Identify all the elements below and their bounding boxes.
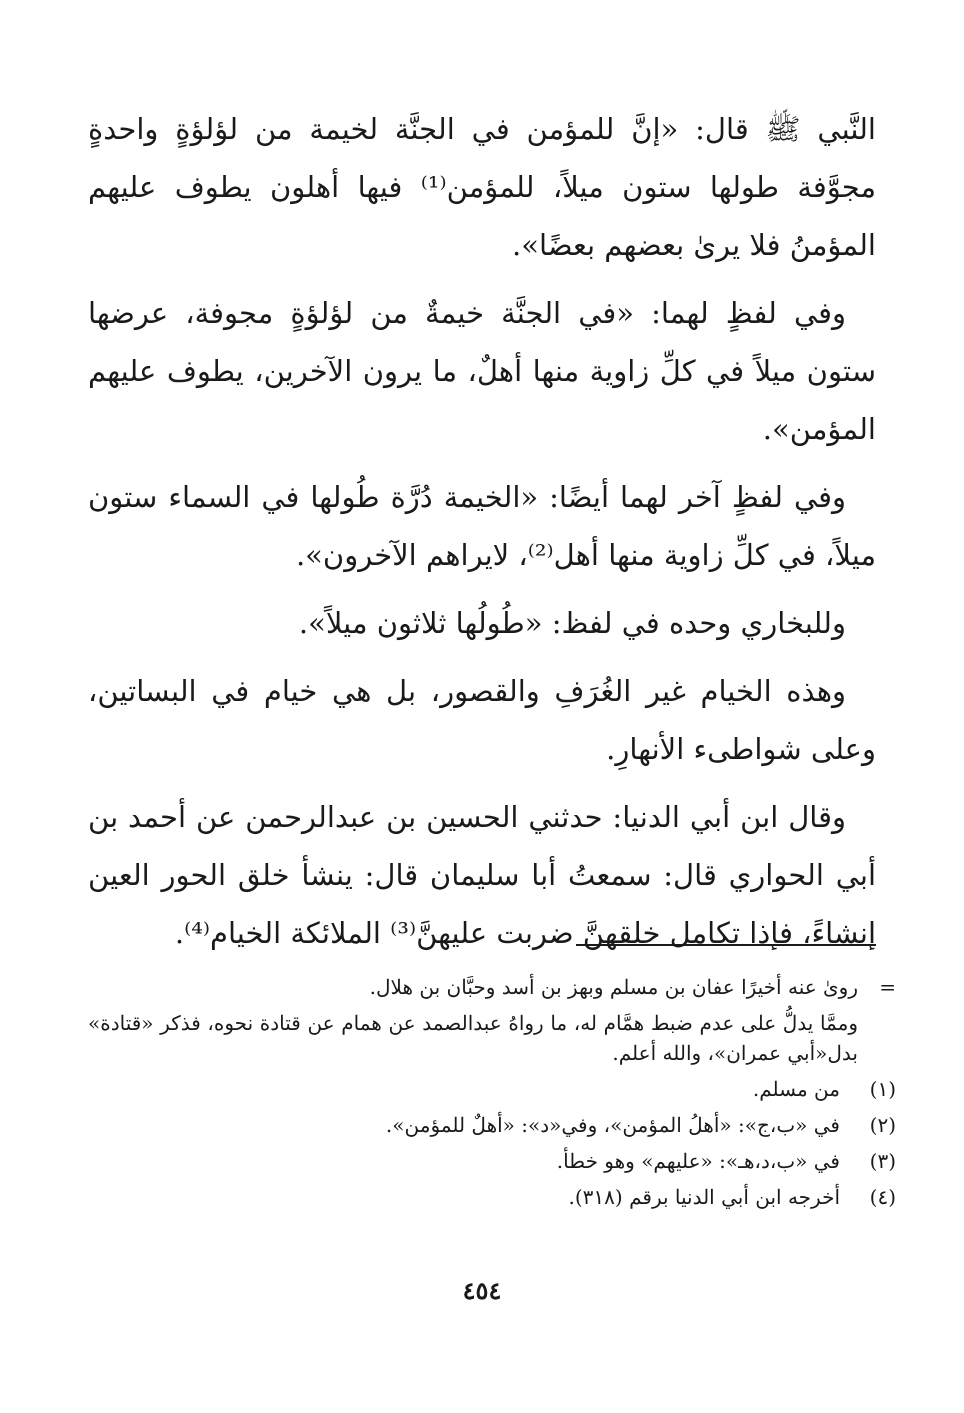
paragraph-3: وفي لفظٍ آخر لهما أيضًا: «الخيمة دُرَّة طُولها في السماء ستون ميلاً، في كلِّ زاوية منها أهل⁽²⁾، لايراهم الآخرون». — [88, 480, 876, 572]
footnote-number: (٣) — [869, 1149, 896, 1173]
continuation-mark: = — [879, 975, 896, 999]
footnote-number: (٢) — [869, 1113, 896, 1137]
footnote-text: أخرجه ابن أبي الدنيا برقم (٣١٨). — [568, 1185, 840, 1209]
footnote-4 — [88, 1182, 896, 1212]
paragraph-2: وفي لفظٍ لهما: «في الجنَّة خيمةٌ من لؤلؤةٍ مجوفة، عرضها ستون ميلاً في كلِّ زاوية منها أهلٌ، ما يرون الآخرين، يطوف عليهم المؤمن». — [88, 296, 876, 446]
footnote-separator — [576, 944, 876, 946]
footnote-2 — [88, 1110, 896, 1140]
footnote-text: من مسلم. — [752, 1077, 840, 1101]
paragraph-6: وقال ابن أبي الدنيا: حدثني الحسين بن عبدالرحمن عن أحمد بن أبي الحواري قال: سمعتُ أبا سليمان قال: ينشأ خلق الحور العين إنشاءً، فإذا تكامل خلقهنَّ ضربت عليهنَّ⁽³⁾ الملائكة الخيام⁽⁴⁾. — [88, 800, 876, 950]
footnote-text: في «ب،د،هـ»: «عليهم» وهو خطأ. — [556, 1149, 840, 1173]
footnote-number: (٤) — [869, 1185, 896, 1209]
footnote-continued-line-2: وممَّا يدلُّ على عدم ضبط همَّام له، ما رواهُ عبدالصمد عن همام عن قتادة نحوه، فذكر «قتادة» بدل«أبي عمران»، والله أعلم. — [88, 1011, 858, 1065]
footnote-continuation — [88, 972, 896, 1068]
footnote-3 — [88, 1146, 896, 1176]
paragraph-1: النَّبي ﷺ قال: «إنَّ للمؤمن في الجنَّة لخيمة من لؤلؤةٍ واحدةٍ مجوَّفة طولها ستون ميلاً، للمؤمن⁽¹⁾ فيها أهلون يطوف عليهم المؤمنُ فلا يرىٰ بعضهم بعضًا». — [88, 112, 876, 262]
footnotes — [88, 972, 896, 1218]
page-number: ٤٥٤ — [462, 1276, 502, 1305]
main-text — [88, 100, 876, 972]
footnote-1 — [88, 1074, 896, 1104]
paragraph-4: وللبخاري وحده في لفظ: «طُولُها ثلاثون ميلاً». — [298, 606, 846, 640]
footnote-text: في «ب،ج»: «أهلُ المؤمن»، وفي«د»: «أهلٌ للمؤمن». — [385, 1113, 840, 1137]
footnote-continued-line-1: روىٰ عنه أخيرًا عفان بن مسلم وبهز بن أسد وحبَّان بن هلال. — [369, 975, 858, 999]
paragraph-5: وهذه الخيام غير الغُرَفِ والقصور، بل هي خيام في البساتين، وعلى شواطىء الأنهارِ. — [88, 674, 876, 766]
footnote-number: (١) — [869, 1077, 896, 1101]
